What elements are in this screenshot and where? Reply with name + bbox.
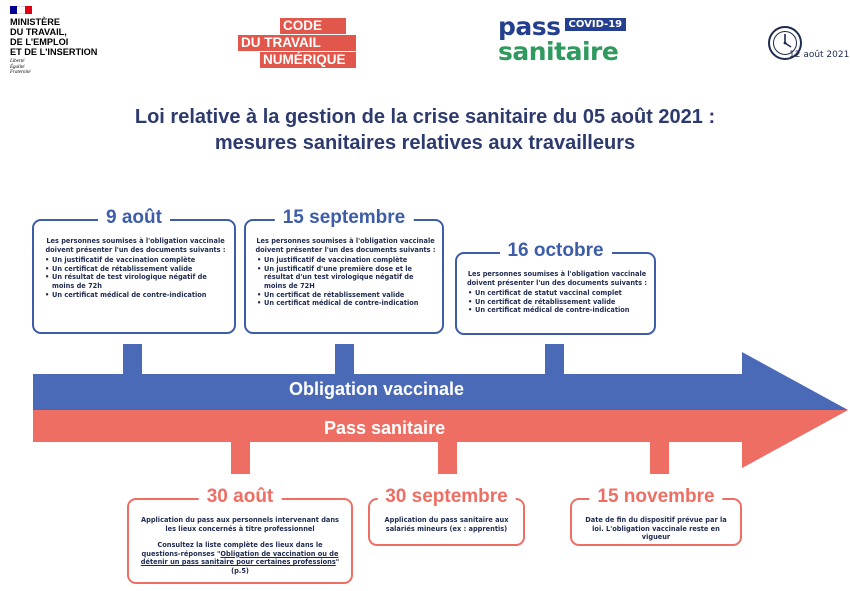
french-flag-icon <box>10 6 32 14</box>
pass-sanitaire-logo <box>498 12 638 66</box>
list-item: • Un certificat de rétablissement valide <box>43 265 228 274</box>
card-intro: Les personnes soumises à l'obligation vaccinale doivent présenter l'un des documents suivants : <box>466 270 648 287</box>
card-text: Application du pass sanitaire aux salariés mineurs (ex : apprentis) <box>384 516 509 533</box>
card-date: 15 novembre <box>589 484 722 510</box>
list-item: • Un certificat de rétablissement valide <box>255 291 436 300</box>
document-list <box>255 256 436 308</box>
card-date: 9 août <box>98 205 170 231</box>
code-du-travail-numerique-logo <box>238 18 358 69</box>
obligation-vaccinale-label: Obligation vaccinale <box>289 379 465 399</box>
card-15-novembre <box>570 486 742 546</box>
list-item: • Un certificat de statut vaccinal complet <box>466 289 648 298</box>
covid-badge: COVID-19 <box>565 18 627 31</box>
pass-sanitaire-label: Pass sanitaire <box>324 418 446 438</box>
ministry-logo <box>10 6 120 76</box>
connector-30-aout <box>231 440 250 474</box>
list-item: • Un certificat médical de contre-indication <box>43 291 228 300</box>
card-date: 30 septembre <box>377 484 516 510</box>
card-text: Application du pass aux personnels intervenant dans les lieux concernés à titre professionnel <box>141 516 339 533</box>
ministry-motto: Liberté Égalité Fraternité <box>10 59 31 75</box>
card-note <box>137 541 343 575</box>
card-intro: Les personnes soumises à l'obligation vaccinale doivent présenter l'un des documents suivants : <box>255 237 436 254</box>
card-text: Date de fin du dispositif prévue par la loi. L'obligation vaccinale reste en vigueur <box>585 516 727 542</box>
connector-9-aout <box>123 344 142 374</box>
card-date: 30 août <box>199 484 282 510</box>
page-title <box>40 104 810 156</box>
list-item: • Un résultat de test virologique négatif de moins de 72h <box>43 273 228 290</box>
card-30-aout <box>127 486 353 584</box>
card-16-octobre <box>455 240 656 335</box>
list-item: • Un justificatif de vaccination complète <box>43 256 228 265</box>
list-item: • Un justificatif de vaccination complète <box>255 256 436 265</box>
logo-line-code: CODE <box>280 18 346 34</box>
card-date: 16 octobre <box>499 238 611 264</box>
document-list <box>466 289 648 315</box>
timeline-arrow <box>0 340 850 480</box>
title-line-1: Loi relative à la gestion de la crise sanitaire du 05 août 2021 : <box>134 106 716 128</box>
logo-line-numerique: NUMÉRIQUE <box>260 52 356 68</box>
card-intro: Les personnes soumises à l'obligation vaccinale doivent présenter l'un des documents suivants : <box>45 237 226 254</box>
card-9-aout <box>32 207 236 334</box>
list-item: • Un certificat médical de contre-indication <box>255 299 436 308</box>
title-line-2: mesures sanitaires relatives aux travailleurs <box>214 132 636 154</box>
list-item: • Un certificat médical de contre-indication <box>466 306 648 315</box>
note-suffix: " (p.5) <box>231 558 340 575</box>
pass-word: pass <box>498 12 561 41</box>
connector-15-septembre <box>335 344 354 374</box>
card-30-septembre <box>368 486 525 546</box>
list-item: • Un justificatif d'une première dose et le résultat d'un test virologique négatif de moins de 72H <box>255 265 436 291</box>
list-item: • Un certificat de rétablissement valide <box>466 298 648 307</box>
sanitaire-word: sanitaire <box>498 37 619 66</box>
connector-30-septembre <box>438 440 457 474</box>
faq-link[interactable]: Obligation de vaccination ou de détenir un pass sanitaire pour certaines professions <box>140 549 339 567</box>
document-list <box>43 256 228 299</box>
arrow-head-red <box>742 410 848 468</box>
publication-date: 12 août 2021 <box>789 50 850 60</box>
card-15-septembre <box>244 207 444 334</box>
ministry-name: MINISTÈRE DU TRAVAIL, DE L'EMPLOI ET DE L'INSERTION <box>10 17 98 57</box>
note-prefix: Consultez la liste complète des lieux dans le questions-réponses " <box>141 541 323 558</box>
logo-line-du-travail: DU TRAVAIL <box>238 35 356 51</box>
card-date: 15 septembre <box>275 205 414 231</box>
connector-15-novembre <box>650 440 669 474</box>
connector-16-octobre <box>545 344 564 374</box>
